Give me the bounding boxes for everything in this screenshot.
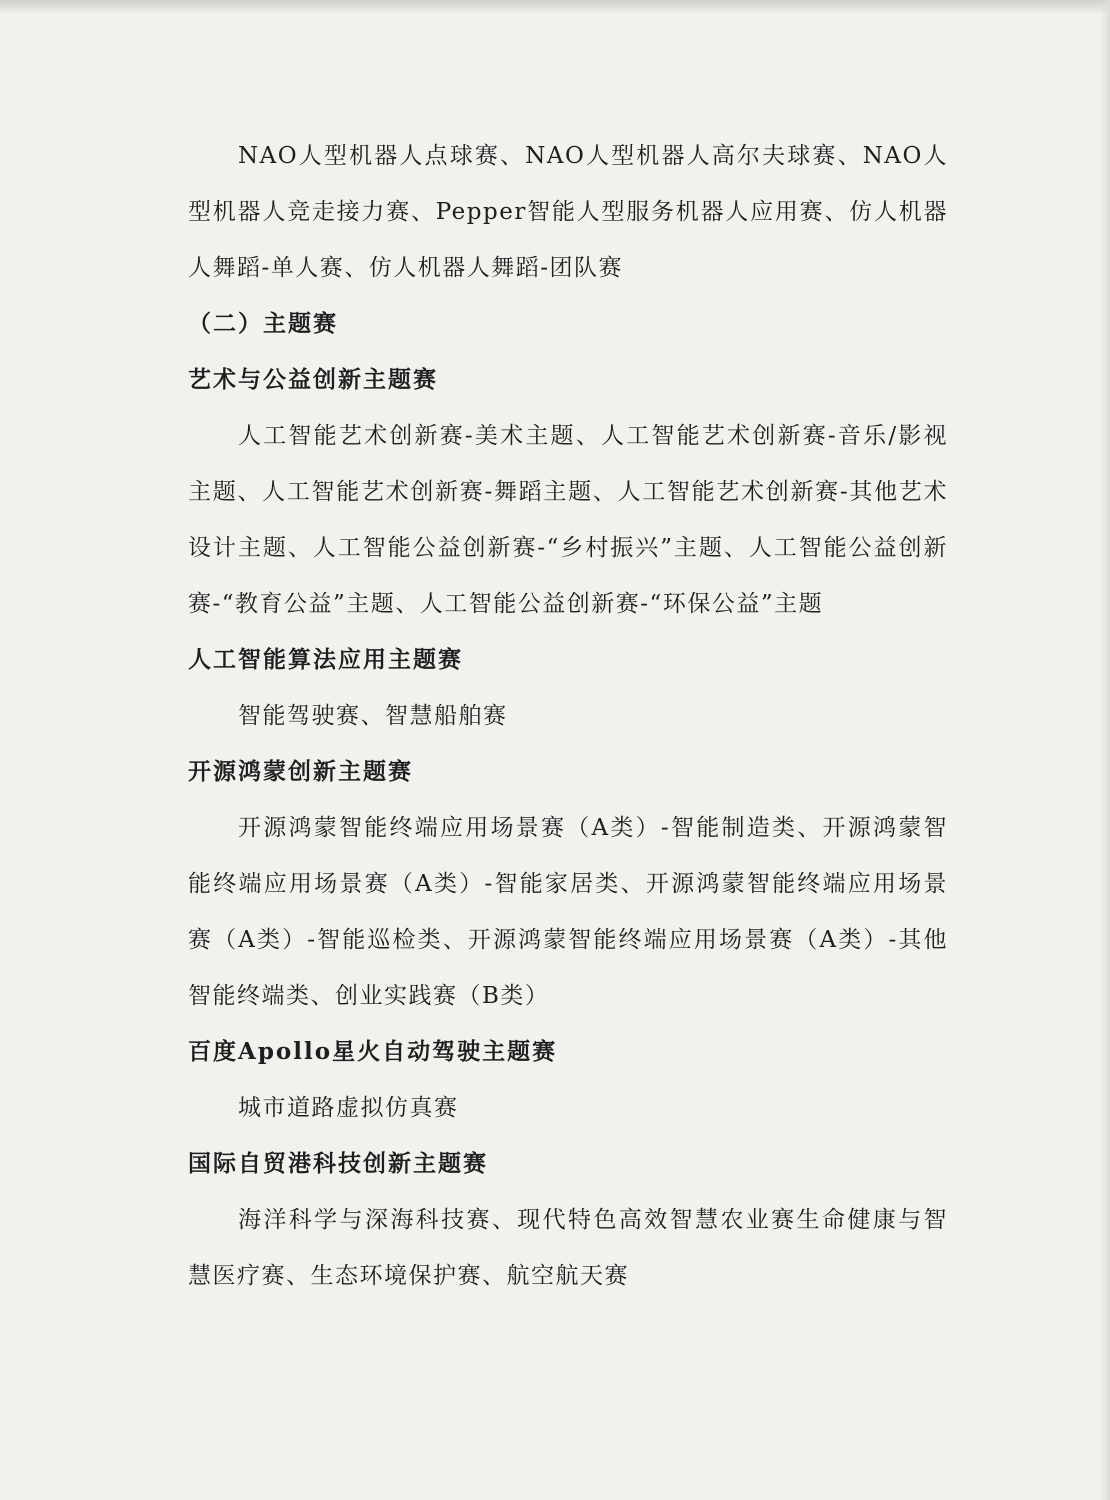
heading-ai-algorithm: 人工智能算法应用主题赛	[188, 646, 463, 673]
heading-art-public-welfare: 艺术与公益创新主题赛	[188, 366, 438, 393]
paragraph-baidu-apollo: 城市道路虚拟仿真赛	[238, 1095, 459, 1121]
paragraph-free-trade-port: 海洋科学与深海科技赛、现代特色高效智慧农业赛生命健康与智慧医疗赛、生态环境保护赛、航空航天赛	[188, 1207, 948, 1289]
heading-openharmony: 开源鸿蒙创新主题赛	[188, 758, 413, 785]
paragraph-ai-algorithm: 智能驾驶赛、智慧船舶赛	[238, 703, 508, 729]
heading-baidu-apollo: 百度Apollo星火自动驾驶主题赛	[188, 1038, 558, 1065]
paragraph-art-public-welfare: 人工智能艺术创新赛-美术主题、人工智能艺术创新赛-音乐/影视主题、人工智能艺术创新赛-舞蹈主题、人工智能艺术创新赛-其他艺术设计主题、人工智能公益创新赛-“乡村振兴”主题、人工智能公益创新赛-“教育公益”主题、人工智能公益创新赛-“环保公益”主题	[188, 423, 948, 617]
page-right-edge	[1100, 0, 1110, 1500]
document-body	[188, 128, 948, 1304]
page-top-edge	[0, 0, 1110, 14]
heading-theme-competitions: （二）主题赛	[188, 310, 338, 337]
heading-free-trade-port: 国际自贸港科技创新主题赛	[188, 1150, 488, 1177]
paragraph-robot-events: NAO人型机器人点球赛、NAO人型机器人高尔夫球赛、NAO人型机器人竞走接力赛、Pepper智能人型服务机器人应用赛、仿人机器人舞蹈-单人赛、仿人机器人舞蹈-团队赛	[188, 143, 948, 281]
paragraph-openharmony: 开源鸿蒙智能终端应用场景赛（A类）-智能制造类、开源鸿蒙智能终端应用场景赛（A类）-智能家居类、开源鸿蒙智能终端应用场景赛（A类）-智能巡检类、开源鸿蒙智能终端应用场景赛（A类）-其他智能终端类、创业实践赛（B类）	[188, 815, 948, 1009]
